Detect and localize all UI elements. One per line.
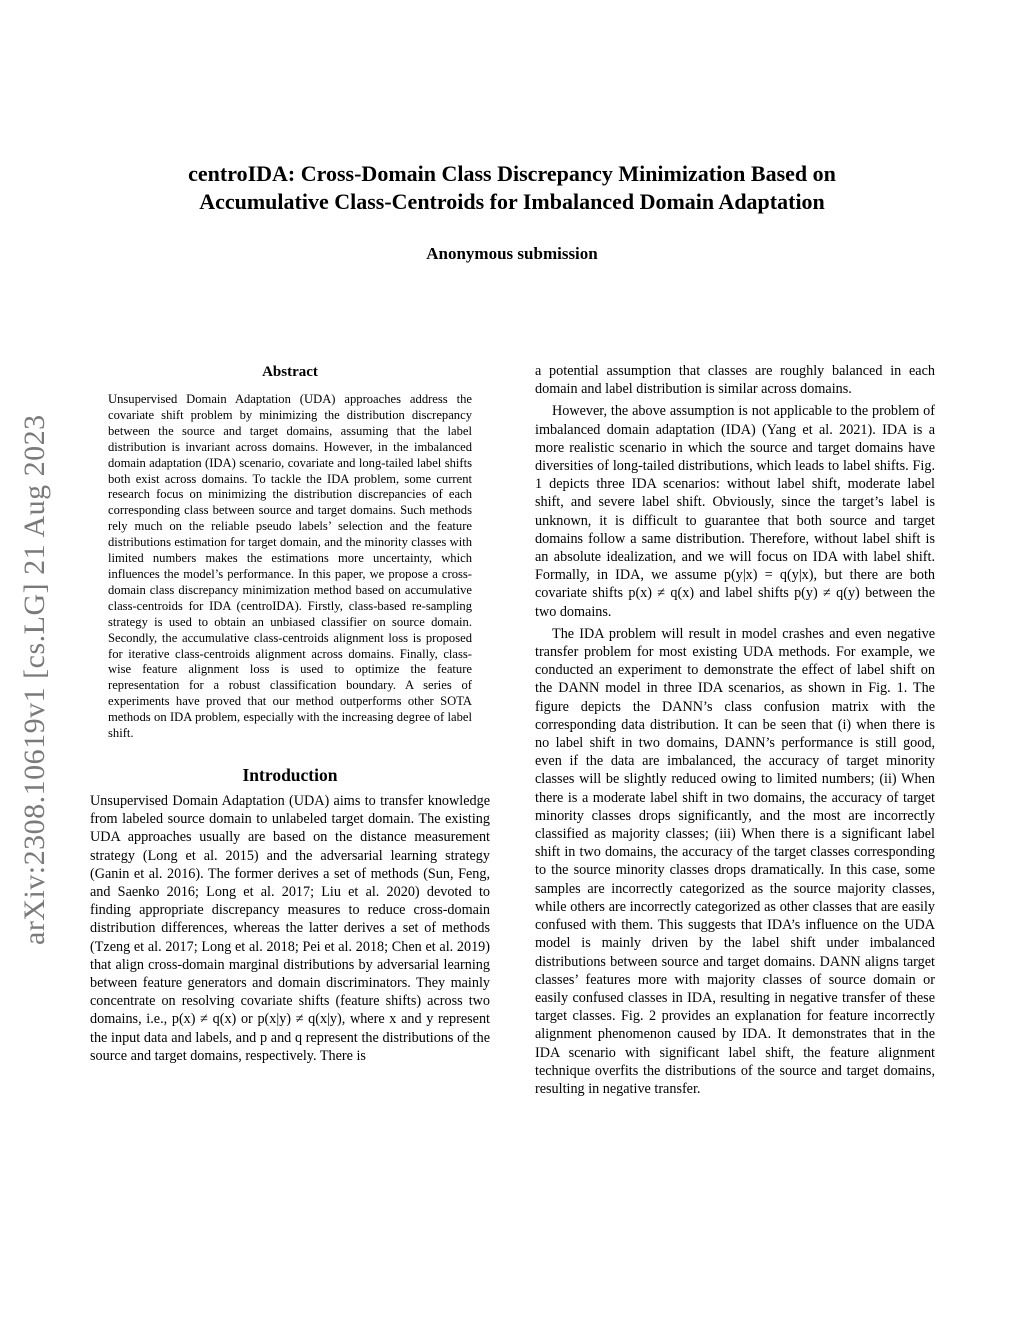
intro-paragraph-4: The IDA problem will result in model crashes and even negative transfer problem for most existing UDA methods. For example, we conducted an experiment to demonstrate the effect of label shift on the DANN model in three IDA scenarios, as shown in Fig. 1. The figure depicts the DANN’s class confusion matrix with the corresponding data distribution. It can be seen that (i) when there is no label shift in two domains, DANN’s performance is still good, even if the data are imbalanced, the accuracy of target minority classes will be slightly reduced owing to limited numbers; (ii) When there is a moderate label shift in two domains, the accuracy of target minority classes drops significantly, and the most are incorrectly classified as majority classes; (iii) When there is a significant label shift in two domains, the accuracy of the target classes corresponding to the source minority classes drops dramatically. In this case, some samples are incorrectly categorized as the source majority classes, while others are incorrectly categorized as other classes that are easily confused with them. This suggests that IDA’s influence on the UDA model is mainly driven by the label shift under imbalanced distributions between source and target domains. DANN aligns target classes’ features more with majority classes of source domain or easily confused classes in IDA, resulting in negative transfer of these target classes. Fig. 2 provides an explanation for feature incorrectly alignment phenomenon caused by IDA. It demonstrates that in the IDA scenario with significant label shift, the feature alignment technique overfits the distributions of the source and target domains, resulting in negative transfer. [535, 625, 935, 1097]
title-line-2: Accumulative Class-Centroids for Imbalanced Domain Adaptation [199, 189, 825, 214]
intro-paragraph-1: Unsupervised Domain Adaptation (UDA) aims to transfer knowledge from labeled source domain to unlabeled target domain. The existing UDA approaches usually are based on the distance measurement strategy (Long et al. 2015) and the adversarial learning strategy (Ganin et al. 2016). The former derives a set of methods (Sun, Feng, and Saenko 2016; Long et al. 2017; Liu et al. 2020) devoted to finding appropriate discrepancy measures to reduce cross-domain distribution differences, whereas the latter derives a set of methods (Tzeng et al. 2017; Long et al. 2018; Pei et al. 2018; Chen et al. 2019) that align cross-domain marginal distributions by adversarial learning between feature generators and domain discriminators. They mainly concentrate on resolving covariate shifts (feature shifts) across two domains, i.e., p(x) ≠ q(x) or p(x|y) ≠ q(x|y), where x and y represent the input data and labels, and p and q represent the distributions of the source and target domains, respectively. There is [90, 792, 490, 1064]
paper-title [90, 160, 934, 216]
intro-paragraph-2: a potential assumption that classes are roughly balanced in each domain and label distribution is similar across domains. [535, 363, 935, 398]
title-line-1: centroIDA: Cross-Domain Class Discrepancy Minimization Based on [188, 161, 836, 186]
abstract-heading: Abstract [262, 364, 318, 380]
intro-paragraph-3: However, the above assumption is not applicable to the problem of imbalanced domain adaptation (IDA) (Yang et al. 2021). IDA is a more realistic scenario in which the source and target domains have diversities of long-tailed distributions, which leads to label shifts. Fig. 1 depicts three IDA scenarios: without label shift, moderate label shift, and severe label shift. Obviously, since the target’s label is unknown, it is difficult to guarantee that both source and target domains follow a same distribution. Therefore, without label shift is an absolute idealization, and we will focus on IDA with label shift. Formally, in IDA, we assume p(y|x) = q(y|x), but there are both covariate shifts p(x) ≠ q(x) and label shifts p(y) ≠ q(y) between the two domains. [535, 403, 935, 620]
left-column [90, 362, 490, 1065]
introduction-heading: Introduction [242, 764, 338, 785]
arxiv-identifier: arXiv:2308.10619v1 [cs.LG] 21 Aug 2023 [18, 414, 51, 945]
abstract-text: Unsupervised Domain Adaptation (UDA) approaches address the covariate shift problem by minimizing the distribution discrepancy between the source and target domains, assuming that the label distribution is invariant across domains. However, in the imbalanced domain adaptation (IDA) scenario, covariate and long-tailed label shifts both exist across domains. To tackle the IDA problem, some current research focus on minimizing the distribution discrepancies of each corresponding class between source and target domains. Such methods rely much on the reliable pseudo labels’ selection and the feature distributions estimation for target domain, and the minority classes with limited numbers makes the estimations more uncertainty, which influences the model’s performance. In this paper, we propose a cross-domain class discrepancy minimization method based on accumulative class-centroids for IDA (centroIDA). Firstly, class-based re-sampling strategy is used to obtain an unbiased classifier on source domain. Secondly, the accumulative class-centroids alignment loss is proposed for iterative class-centroids alignment across domains. Finally, class-wise feature alignment loss is used to optimize the feature representation for a robust classification boundary. A series of experiments have proved that our method outperforms other SOTA methods on IDA problem, especially with the increasing degree of label shift. [108, 392, 472, 741]
author-line: Anonymous submission [426, 244, 598, 263]
right-column [535, 362, 935, 1098]
